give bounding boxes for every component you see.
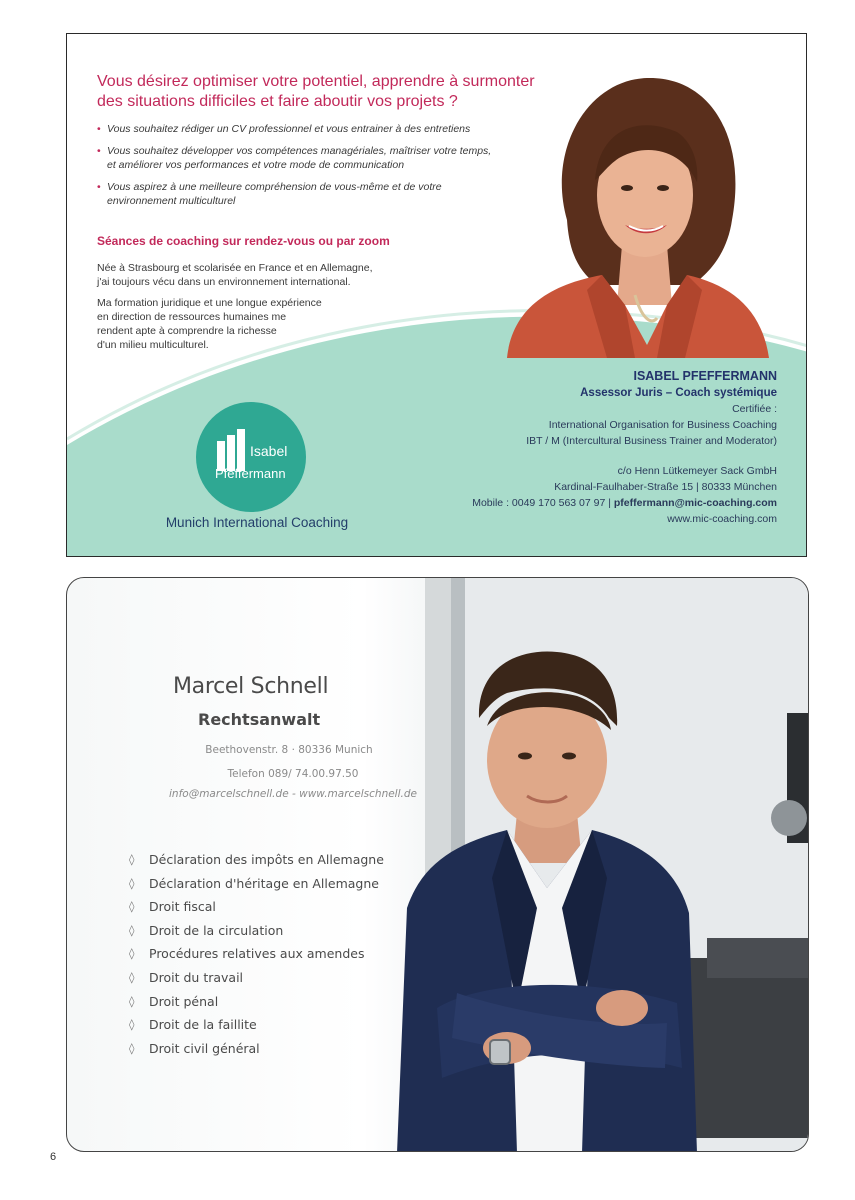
marcel-schnell-portrait-photo [397, 648, 797, 1152]
list-item: • Vous souhaitez rédiger un CV professionnel et vous entrainer à des entretiens [97, 123, 471, 135]
coaching-advertisement [66, 33, 807, 557]
lawyer-phone: Telefon 089/ 74.00.97.50 [227, 768, 359, 780]
certified-label: Certifiée : [732, 403, 777, 415]
spacer [357, 449, 777, 463]
mobile-email-line [357, 495, 777, 511]
list-item: ◊ Procédures relatives aux amendes [129, 942, 384, 966]
bio-paragraph: Née à Strasbourg et scolarisée en France et en Allemagne, j'ai toujours vécu dans un environnement international. [97, 262, 373, 288]
address-line-company: c/o Henn Lütkemeyer Sack GmbH [617, 465, 777, 477]
diamond-bullet-icon: ◊ [129, 1018, 135, 1032]
lawyer-address: Beethovenstr. 8 · 80336 Munich [205, 744, 373, 756]
lawyer-advertisement [66, 577, 809, 1152]
page-number: 6 [50, 1151, 57, 1163]
list-item: • Vous aspirez à une meilleure compréhension de vous-même et de votre environnement multiculturel [97, 181, 442, 207]
diamond-bullet-icon: ◊ [129, 853, 135, 866]
diamond-bullet-icon: ◊ [129, 900, 135, 914]
address-line-street: Kardinal-Faulhaber-Straße 15 | 80333 München [554, 481, 777, 493]
lawyer-name: Marcel Schnell [173, 674, 329, 699]
legal-services-list [129, 848, 384, 1060]
isabel-portrait-photo [507, 70, 769, 358]
diamond-bullet-icon: ◊ [129, 947, 135, 961]
diamond-bullet-icon: ◊ [129, 970, 135, 984]
bullet-dot-icon: • [97, 145, 101, 157]
list-item: ◊ Droit de la circulation [129, 919, 384, 943]
list-item: ◊ Déclaration d'héritage en Allemagne [129, 872, 384, 896]
logo-wordmark [250, 444, 286, 458]
email-link[interactable]: pfeffermann@mic-coaching.com [613, 497, 777, 509]
logo-text-isabel: Isabel [250, 443, 288, 459]
diamond-bullet-icon: ◊ [129, 923, 135, 937]
bio-paragraph-experience: Ma formation juridique et une longue expérience en direction de ressources humaines me rendent apte à comprendre la richesse d'un milieu multiculturel. [97, 297, 322, 351]
list-item: • Vous souhaitez développer vos compétences managériales, maîtriser votre temps, et améliorer vos performances et votre mode de communication [97, 145, 492, 171]
coach-role: Assessor Juris – Coach systémique [580, 387, 777, 399]
coach-contact-block [357, 367, 777, 527]
list-item: ◊ Droit pénal [129, 990, 384, 1014]
diamond-bullet-icon: ◊ [129, 876, 135, 890]
mobile-number: Mobile : 0049 170 563 07 97 | [472, 497, 614, 509]
diamond-bullet-icon: ◊ [129, 1041, 135, 1055]
website-link[interactable]: www.mic-coaching.com [667, 513, 777, 525]
coaching-benefits-list [97, 122, 517, 216]
lawyer-title: Rechtsanwalt [198, 710, 321, 729]
logo-wordmark-surname: Pfeffermann [215, 466, 286, 481]
coaching-headline: Vous désirez optimiser votre potentiel, apprendre à surmonter des situations difficiles et faire aboutir vos projets ? [97, 73, 535, 110]
list-item: ◊ Droit civil général [129, 1037, 384, 1061]
brand-name: Munich International Coaching [165, 515, 349, 530]
list-item: ◊ Droit fiscal [129, 895, 384, 919]
certification-iobc: International Organisation for Business Coaching [548, 419, 777, 431]
coaching-sessions-subhead: Séances de coaching sur rendez-vous ou par zoom [97, 234, 390, 248]
diamond-bullet-icon: ◊ [129, 994, 135, 1008]
list-item: ◊ Droit de la faillite [129, 1013, 384, 1037]
certification-ibtm: IBT / M (Intercultural Business Trainer and Moderator) [526, 435, 777, 447]
bullet-dot-icon: • [97, 181, 101, 193]
list-item: ◊ Déclaration des impôts en Allemagne [129, 848, 384, 872]
lawyer-email-web[interactable]: info@marcelschnell.de - www.marcelschnell.de [169, 788, 417, 800]
bullet-dot-icon: • [97, 123, 101, 135]
coach-name: ISABEL PFEFFERMANN [633, 369, 777, 383]
list-item: ◊ Droit du travail [129, 966, 384, 990]
